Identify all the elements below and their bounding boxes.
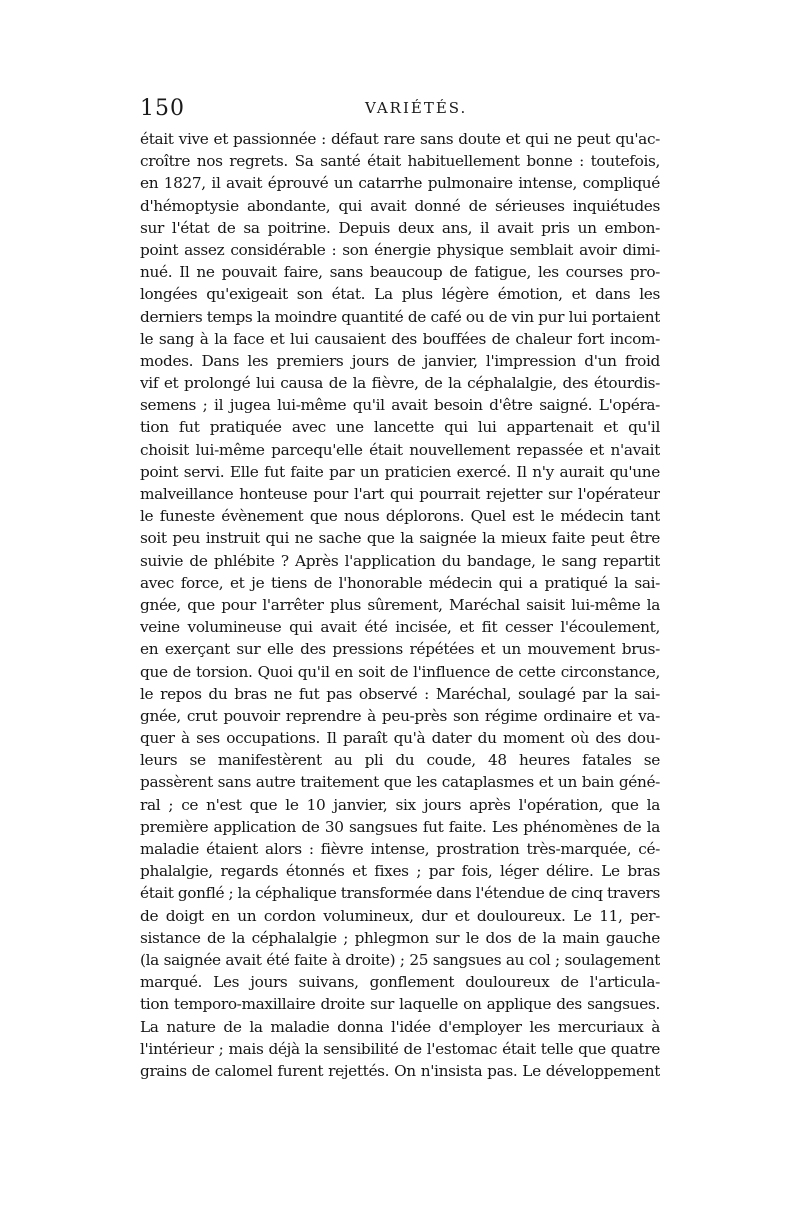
text-line: en exerçant sur elle des pressions répétées et un mouvement brus- (140, 640, 660, 659)
text-line: leurs se manifestèrent au pli du coude, 48 heures fatales se (140, 751, 660, 770)
text-line: avec force, et je tiens de l'honorable médecin qui a pratiqué la sai- (140, 573, 660, 592)
text-line: derniers temps la moindre quantité de café ou de vin pur lui portaient (140, 307, 660, 326)
text-line: semens ; il jugea lui-même qu'il avait besoin d'être saigné. L'opéra- (140, 396, 660, 415)
text-line: ral ; ce n'est que le 10 janvier, six jours après l'opération, que la (140, 795, 660, 814)
text-line: phalalgie, regards étonnés et fixes ; par fois, léger délire. Le bras (140, 862, 660, 881)
running-title: VARIÉTÉS. (365, 99, 468, 117)
text-line: quer à ses occupations. Il paraît qu'à dater du moment où des dou- (140, 729, 660, 748)
text-line: le repos du bras ne fut pas observé : Maréchal, soulagé par la sai- (140, 684, 660, 703)
running-head (140, 96, 660, 126)
text-line: nué. Il ne pouvait faire, sans beaucoup de fatigue, les courses pro- (140, 263, 660, 282)
text-line: le sang à la face et lui causaient des bouffées de chaleur fort incom- (140, 329, 660, 348)
text-line: passèrent sans autre traitement que les cataplasmes et un bain géné- (140, 773, 660, 792)
text-line: était vive et passionnée : défaut rare sans doute et qui ne peut qu'ac- (140, 130, 660, 148)
text-line: suivie de phlébite ? Après l'application du bandage, le sang repartit (140, 551, 660, 570)
text-line: tion fut pratiquée avec une lancette qui lui appartenait et qu'il (140, 418, 660, 437)
text-line: longées qu'exigeait son état. La plus légère émotion, et dans les (140, 285, 660, 304)
text-line: veine volumineuse qui avait été incisée, et fit cesser l'écoulement, (140, 618, 660, 637)
text-line: (la saignée avait été faite à droite) ; 25 sangsues au col ; soulagement (140, 950, 660, 969)
text-line: tion temporo-maxillaire droite sur laquelle on applique des sangsues. (140, 995, 660, 1014)
text-line: modes. Dans les premiers jours de janvier, l'impression d'un froid (140, 351, 660, 370)
text-line: maladie étaient alors : fièvre intense, prostration très-marquée, cé- (140, 840, 660, 858)
text-line: gnée, que pour l'arrêter plus sûrement, Maréchal saisit lui-même la (140, 595, 660, 614)
text-line: que de torsion. Quoi qu'il en soit de l'influence de cette circonstance, (140, 662, 660, 681)
text-line: le funeste évènement que nous déplorons. Quel est le médecin tant (140, 507, 660, 526)
text-line: malveillance honteuse pour l'art qui pourrait rejetter sur l'opérateur (140, 485, 660, 503)
text-line: gnée, crut pouvoir reprendre à peu-près son régime ordinaire et va- (140, 706, 660, 725)
text-line: soit peu instruit qui ne sache que la saignée la mieux faite peut être (140, 529, 660, 548)
text-line: sur l'état de sa poitrine. Depuis deux ans, il avait pris un embon- (140, 218, 660, 237)
text-line: La nature de la maladie donna l'idée d'employer les mercuriaux à (140, 1017, 660, 1036)
body-text (140, 128, 660, 1082)
text-line: première application de 30 sangsues fut faite. Les phénomènes de la (140, 817, 660, 836)
text-line: marqué. Les jours suivans, gonflement douloureux de l'articula- (140, 973, 660, 992)
page-number: 150 (140, 96, 185, 121)
text-line: d'hémoptysie abondante, qui avait donné de sérieuses inquiétudes (140, 196, 660, 215)
text-line: grains de calomel furent rejettés. On n'insista pas. Le développement (140, 1061, 660, 1080)
text-line: en 1827, il avait éprouvé un catarrhe pulmonaire intense, compliqué (140, 174, 660, 193)
text-line: point assez considérable : son énergie physique semblait avoir dimi- (140, 240, 660, 259)
text-line: vif et prolongé lui causa de la fièvre, de la céphalalgie, des étourdis- (140, 374, 660, 393)
text-line: était gonflé ; la céphalique transformée dans l'étendue de cinq travers (140, 884, 660, 903)
text-line: l'intérieur ; mais déjà la sensibilité de l'estomac était telle que quatre (140, 1039, 660, 1058)
text-line: point servi. Elle fut faite par un praticien exercé. Il n'y aurait qu'une (140, 462, 660, 481)
text-line: croître nos regrets. Sa santé était habituellement bonne : toutefois, (140, 152, 660, 171)
text-line: sistance de la céphalalgie ; phlegmon sur le dos de la main gauche (140, 928, 660, 947)
text-line: choisit lui-même parcequ'elle était nouvellement repassée et n'avait (140, 440, 660, 459)
text-line: de doigt en un cordon volumineux, dur et douloureux. Le 11, per- (140, 906, 660, 925)
